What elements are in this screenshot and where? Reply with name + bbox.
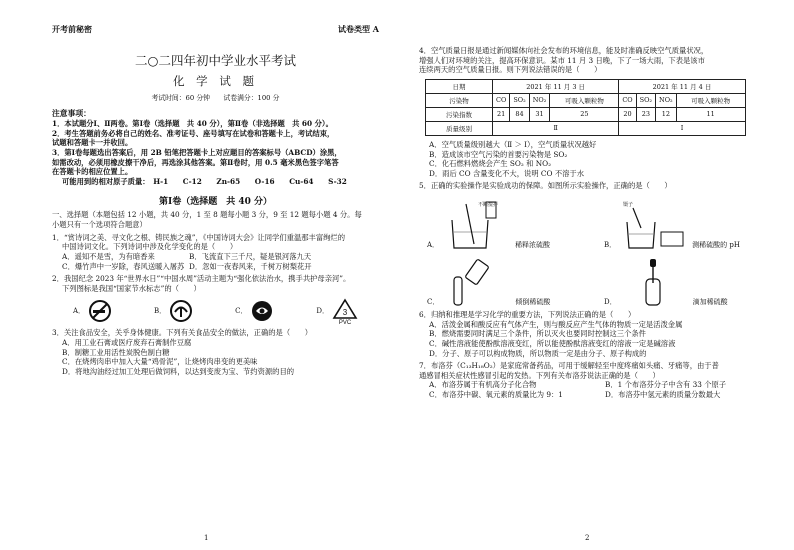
table-cell: SO₂ bbox=[510, 93, 529, 107]
option-letter: D． bbox=[604, 298, 617, 306]
question-5-stem: 5．正确的实验操作是实验成功的保障。如图所示实验操作，正确的是（ ） bbox=[419, 181, 672, 191]
table-cell: 21 bbox=[493, 107, 510, 121]
confidential-label: 开考前秘密 bbox=[52, 24, 92, 34]
option-letter: A． bbox=[427, 241, 440, 249]
question-2-stem: 下列图标是我国“国家节水标志”的（ ） bbox=[62, 283, 201, 293]
question-7-options bbox=[419, 390, 782, 400]
ph-test-icon bbox=[619, 198, 689, 250]
option-b[interactable]: B．飞流直下三千尺，疑是银河落九天 bbox=[189, 251, 312, 261]
question-1-options bbox=[52, 252, 379, 262]
pouring-icon bbox=[442, 257, 512, 307]
question-4-stem: 增强人们对环境的关注，提高环保意识。某市 11 月 3 日晚，下了一场大雨，下表是该市 bbox=[419, 55, 705, 65]
water-saving-icon bbox=[250, 299, 274, 323]
option-b[interactable]: B．造成该市空气污染的首要污染物是 SO₂ bbox=[429, 149, 568, 159]
apparatus-note: 不断搅拌 bbox=[478, 202, 499, 208]
option-letter: B． bbox=[153, 307, 167, 316]
table-date-1: 2021 年 11 月 3 日 bbox=[493, 79, 619, 93]
option-a[interactable] bbox=[427, 194, 597, 250]
note-line: 试题和答题卡一并收回。 bbox=[52, 138, 133, 148]
note-line: 在答题卡的相应位置上。 bbox=[52, 167, 133, 177]
apparatus-label: 倾倒稀硫酸 bbox=[515, 298, 551, 306]
option-letter: C． bbox=[235, 307, 248, 316]
table-row bbox=[426, 121, 746, 135]
option-a[interactable]: A．遥知不是雪，为有暗香来 bbox=[62, 251, 155, 261]
question-4-stem: 连续两天的空气质量日报。则下列说法错误的是（ ） bbox=[419, 65, 602, 75]
question-1-options bbox=[52, 262, 379, 272]
dropper-icon bbox=[620, 257, 690, 307]
table-cell: 84 bbox=[510, 107, 529, 121]
recycle-number: 3 bbox=[342, 308, 348, 318]
note-line: 1．本试题分Ⅰ、Ⅱ两卷。第Ⅰ卷（选择题 共 40 分），第Ⅱ卷（非选择题 共 60 分）。 bbox=[52, 119, 333, 128]
table-cell: 25 bbox=[550, 107, 619, 121]
dilution-beaker-icon bbox=[442, 198, 512, 250]
option-b[interactable]: B．制糖工业用活性炭脱色制白糖 bbox=[62, 347, 170, 357]
exam-title: 二○二四年初中学业水平考试 bbox=[135, 53, 296, 68]
table-cell: CO bbox=[619, 93, 636, 107]
option-d[interactable]: D．分子、原子可以构成物质，所以物质一定是由分子、原子构成的 bbox=[429, 348, 647, 358]
question-3-stem: 3．关注食品安全，关乎身体健康。下列有关食品安全的做法，正确的是（ ） bbox=[52, 328, 313, 338]
option-c[interactable] bbox=[235, 299, 274, 323]
option-letter: D． bbox=[316, 307, 329, 316]
apparatus-label: 测稀硫酸的 pH bbox=[692, 241, 740, 249]
notes-title: 注意事项： bbox=[52, 109, 91, 118]
apparatus-label: 稀释浓硫酸 bbox=[515, 241, 551, 249]
exam-subject: 化 学 试 题 bbox=[173, 74, 258, 88]
table-cell: 31 bbox=[529, 107, 550, 121]
table-row-label: 污染指数 bbox=[426, 107, 493, 121]
option-d[interactable]: D．布洛芬中氢元素的质量分数最大 bbox=[605, 390, 721, 399]
table-cell: NO₂ bbox=[529, 93, 550, 107]
option-b[interactable]: B．1 个布洛芬分子中含有 33 个原子 bbox=[605, 380, 727, 390]
option-letter: A． bbox=[72, 307, 86, 316]
atomic-mass-line: 可能用到的相对原子质量： H-1 C-12 Zn-65 O-16 Cu-64 S-32 bbox=[62, 176, 347, 186]
recycle-logo-icon bbox=[169, 299, 193, 323]
option-d[interactable]: D．雨后 CO 含量变化不大，说明 CO 不溶于水 bbox=[429, 168, 585, 178]
question-7-stem: 通感冒相关症状性感冒引起的发热。下列有关布洛芬说法正确的是（ ） bbox=[419, 370, 660, 380]
option-d[interactable]: D．忽如一夜春风来，千树万树梨花开 bbox=[189, 261, 312, 271]
table-date-2: 2021 年 11 月 4 日 bbox=[619, 79, 745, 93]
option-a[interactable]: A．用工业石膏或医疗废弃石膏制作豆腐 bbox=[62, 338, 192, 347]
page-number: 2 bbox=[585, 534, 590, 542]
table-row bbox=[426, 93, 746, 107]
recycle-label: PVC bbox=[338, 320, 352, 325]
question-5-row-2 bbox=[427, 253, 774, 307]
section-intro: 一、选择题（本题包括 12 小题，共 40 分，1 至 8 题每小题 3 分，9 至 12 题每小题 4 分。每 bbox=[52, 210, 362, 220]
note-line: 如需改动，必须用橡皮擦干净后，再选涂其他答案。第Ⅱ卷时，用 0.5 毫米黑色签字笔答 bbox=[52, 157, 339, 167]
option-a[interactable] bbox=[73, 299, 112, 323]
question-2-stem: 2．我国纪念 2023 年“世界水日”“中国水周”活动主题为“强化依法治水，携手共护母亲河”。 bbox=[52, 274, 351, 284]
page-header bbox=[52, 24, 379, 35]
option-letter: C． bbox=[427, 298, 440, 306]
option-letter: B． bbox=[604, 241, 617, 249]
apparatus-note: 镊子 bbox=[623, 202, 634, 208]
question-2-icons bbox=[52, 297, 379, 325]
page-number: 1 bbox=[204, 534, 209, 542]
option-c[interactable]: C．碱性溶液能使酚酞溶液变红，所以能使酚酞溶液变红的溶液一定是碱溶液 bbox=[429, 338, 676, 348]
option-a[interactable]: A．空气质量级别越大（Ⅱ ＞ Ⅰ），空气质量状况越好 bbox=[429, 139, 597, 149]
table-row-label: 污染物 bbox=[426, 93, 493, 107]
option-c[interactable]: C．在烧烤肉串中加入大量“鸡骨泥”，让烧烤肉串变的更美味 bbox=[62, 357, 258, 367]
table-cell: NO₂ bbox=[656, 93, 677, 107]
option-b[interactable] bbox=[604, 194, 774, 250]
note-line: 3．第Ⅰ卷每题选出答案后，用 2B 铅笔把答题卡上对应题目的答案标号（ABCD）涂黑， bbox=[52, 147, 342, 157]
table-cell: 20 bbox=[619, 107, 636, 121]
plastic-recycling-icon bbox=[332, 298, 358, 324]
table-cell: Ⅰ bbox=[619, 121, 745, 135]
option-c[interactable] bbox=[427, 253, 597, 307]
option-c[interactable]: C．爆竹声中一岁除，春风送暖入屠苏 bbox=[62, 261, 185, 271]
table-cell: 11 bbox=[676, 107, 745, 121]
question-1-stem: 1．“赏诗词之美、寻文化之根、铸民族之魂”，《中国诗词大会》让同学们重温那丰富绚烂的 bbox=[52, 232, 346, 242]
option-c[interactable]: C．布洛芬中碳、氧元素的质量比为 9：1 bbox=[429, 390, 563, 399]
exam-page-2 bbox=[397, 0, 794, 550]
paper-type-label: 试卷类型 A bbox=[338, 24, 379, 34]
table-header-date: 日期 bbox=[426, 79, 493, 93]
option-c[interactable]: C．化石燃料燃烧会产生 SO₂ 和 NO₂ bbox=[429, 159, 552, 169]
option-a[interactable]: A．布洛芬属于有机高分子化合物 bbox=[429, 380, 537, 390]
question-4-stem: 4．空气质量日报是通过新闻媒体向社会发布的环境信息，能及时准确反映空气质量状况， bbox=[419, 46, 709, 55]
table-row bbox=[426, 107, 746, 121]
air-quality-table bbox=[425, 79, 746, 136]
section-title: 第Ⅰ卷（选择题 共 40 分） bbox=[158, 197, 272, 208]
table-cell: 可吸入颗粒物 bbox=[676, 93, 745, 107]
question-7-stem: 7．布洛芬（C₁₃H₁₈O₂）是家庭常备药品，可用于缓解轻至中度疼痛如头痛、牙痛等，由于普 bbox=[419, 361, 719, 371]
option-b[interactable] bbox=[154, 299, 193, 323]
note-line: 2．考生答题前务必将自己的姓名、准考证号、座号填写在试卷和答题卡上，考试结束， bbox=[52, 128, 335, 138]
option-d[interactable]: D．将地沟油经过加工处理后做饲料，以达到变废为宝、节约资源的目的 bbox=[62, 366, 295, 376]
table-row-label: 质量级别 bbox=[426, 121, 493, 135]
table-cell: SO₂ bbox=[636, 93, 655, 107]
question-7-options bbox=[419, 380, 782, 390]
exam-meta: 考试时间：60 分钟 试卷满分：100 分 bbox=[151, 94, 280, 102]
option-a[interactable]: A．活泼金属和酸反应有气体产生，则与酸反应产生气体的物质一定是活泼金属 bbox=[429, 319, 683, 329]
table-cell: 23 bbox=[636, 107, 655, 121]
table-cell: Ⅱ bbox=[493, 121, 619, 135]
apparatus-label: 滴加稀硫酸 bbox=[692, 298, 728, 306]
question-6-stem: 6．归纳和推理是学习化学的重要方法，下列说法正确的是（ ） bbox=[419, 310, 636, 319]
question-5-row-1 bbox=[427, 194, 774, 250]
option-d[interactable] bbox=[316, 298, 358, 324]
table-cell: 可吸入颗粒物 bbox=[550, 93, 619, 107]
option-d[interactable] bbox=[604, 253, 774, 307]
section-intro: 小题只有一个选项符合题意） bbox=[52, 220, 147, 229]
option-b[interactable]: B．燃烧需要同时满足三个条件，所以灭火也要同时控制这三个条件 bbox=[429, 329, 646, 339]
no-smoking-icon bbox=[88, 299, 112, 323]
table-cell: CO bbox=[493, 93, 510, 107]
question-1-stem: 中国诗词文化。下列诗词中涉及化学变化的是（ ） bbox=[62, 242, 238, 252]
table-cell: 12 bbox=[656, 107, 677, 121]
